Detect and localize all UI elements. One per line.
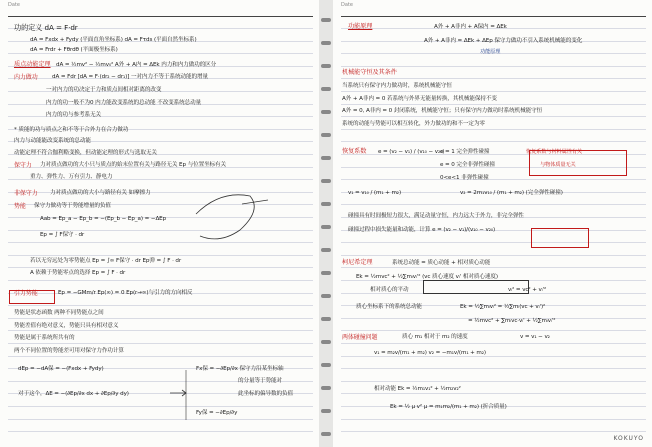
right-header-rule <box>341 16 646 17</box>
note-line: 内力的功一般不为0 内力能改变系统的总动能 不改变系统总动量 <box>46 99 202 106</box>
note-line: 力对质点做功的大小只与质点的始末位置有关与路径无关 Ep 与位置坐标有关 <box>40 161 227 168</box>
binding-ring <box>321 133 331 137</box>
binding-ring <box>321 18 331 22</box>
note-line: 两个不同位置的势能差可用对保守力作功计算 <box>14 347 124 354</box>
binding-ring <box>321 432 331 436</box>
right-page-header <box>333 0 652 12</box>
note-line: 系统的动能与势能可以相互转化，外力做功的和不一定为零 <box>342 120 485 127</box>
ruled-line <box>341 393 646 394</box>
ruled-line <box>341 381 646 382</box>
note-line: 与物体质量无关 <box>540 162 576 169</box>
note-line: 势能 <box>14 202 26 210</box>
note-line: 系统总动能 = 质心动能 + 相对质心动能 <box>392 259 491 266</box>
ruled-line <box>341 66 646 67</box>
binding-ring <box>321 340 331 344</box>
ruled-line <box>341 242 646 243</box>
note-line: Ek = ½ μ v² μ = m₁m₂/(m₁ + m₂) (折合质量) <box>390 403 507 410</box>
note-line: v₂ = 2m₁v₁₀ / (m₁ + m₂) (完全弹性碰撞) <box>460 189 563 196</box>
note-line: 质心 m₁ 相对于 m₂ 的速度 <box>402 333 468 340</box>
ruled-line <box>341 368 646 369</box>
ruled-line <box>341 179 646 180</box>
note-line: Ep = −GMm/r Ep(∞) = 0 Ep(r→∞)与引力的方向相反 <box>58 289 193 296</box>
note-line: 的分量等于势能对 <box>238 377 282 384</box>
note-line: 碰撞具有时间极短力很大，满足动量守恒，内力远大于外力，非完全弹性 <box>348 212 524 219</box>
note-line: 势能是属于系统所共有的 <box>14 334 75 341</box>
note-line: A外 + A非内 + A保内 = ΔEk <box>434 23 507 30</box>
note-line: 非保守力 <box>14 189 38 197</box>
note-line: 势能是状态函数 两种不同势能点之间 <box>14 309 104 316</box>
note-line: 引力势能 <box>14 289 38 297</box>
note-line: 碰撞过程中损失能量和动能，计算 e = (v₂ − v₁)/(v₁₀ − v₂₀) <box>348 226 496 233</box>
note-line: 动能定理不符合伽利略变换，但动能定理的形式与选取无关 <box>14 149 157 156</box>
note-line: 势能差值有绝对意义，势能只具有相对意义 <box>14 322 119 329</box>
binding-ring <box>321 87 331 91</box>
note-line: 0<e<1 非弹性碰撞 <box>440 174 489 181</box>
binding-ring <box>321 64 331 68</box>
note-line: Ek = ½∑mᵢvᵢ² = ½∑mᵢ(vc + vᵢ')² <box>460 303 546 310</box>
note-line: * 质能的功与质点之和不等于合外力在合力做功 <box>14 126 129 133</box>
note-line: 内力与动能能改变系统的总动能 <box>14 137 91 144</box>
ruled-line <box>341 330 646 331</box>
note-line: A 依赖于势能零点的选择 Ep = ∫ F · dr <box>30 269 126 276</box>
binding-ring <box>321 179 331 183</box>
note-line: 一对内力的功决定于力和质点间相对距离的改变 <box>46 86 162 93</box>
note-line: 此坐标的偏导数的负值 <box>238 390 293 397</box>
note-line: v₁ = m₂v/(m₁ + m₂) v₂ = −m₁v/(m₁ + m₂) <box>374 349 487 356</box>
note-line: Aab = Ep_a − Ep_b = −(Ep_b − Ep_a) = −ΔEp <box>40 215 167 222</box>
note-line: 恢复系数与材料属性有关 <box>526 149 582 156</box>
note-line: 机械能守恒及其条件 <box>342 69 397 77</box>
note-line: 两体碰撞问题 <box>342 333 378 341</box>
binding-ring <box>321 317 331 321</box>
note-line: 若以无穷远处为零势能点 Ep = ∫∞ F保守 · dr Ep弹 = ∫ F · dr <box>30 257 182 264</box>
note-line: dA = ½mv² − ½mv₀² A外 + A内 = ΔEk 内力和内力做功的区分 <box>56 61 217 68</box>
note-line: 恢复系数 <box>342 148 367 156</box>
note-line: 当系统只有保守内力做功时，系统机械能守恒 <box>342 82 452 89</box>
note-line: dA = Fdr [dA = F·(dr₂ − dr₁)] 一对内力不等于系统动能的增量 <box>52 73 208 80</box>
note-line: A外 + A非内 = ΔEk + ΔEp 保守力做功不引入系统机械能的变化 <box>424 37 583 44</box>
note-line: Ep = ∫ F保守 · dr <box>40 231 85 238</box>
note-line: Ek = ½mvc² + ½∑mᵢvᵢ'² (vc 质心速度 vᵢ' 相对质心速度) <box>356 273 498 280</box>
note-line: e = (v₂ − v₁) / (v₁₀ − v₂₀) <box>378 148 445 155</box>
ruled-line <box>341 78 646 79</box>
note-line: A外 + A非内 = 0 若系统与外界无能量转换，其机械能保持不变 <box>342 95 497 102</box>
note-line: dA = Fxdx + Fydy (平面直角坐标系) dA = Fτds (平面自然坐标系) <box>30 36 197 43</box>
note-line: 内力的功与参考系无关 <box>46 111 101 118</box>
ruled-line <box>341 129 646 130</box>
note-line: 对于这个，ΔE = −(∂Ep/∂x dx + ∂Ep/∂y dy) <box>18 390 129 397</box>
binding-ring <box>321 363 331 367</box>
right-date-label: Date <box>341 2 353 8</box>
ruled-line <box>341 141 646 142</box>
note-line: vᵢ² = vc² + vᵢ'² <box>508 286 547 293</box>
ruled-line <box>341 431 646 432</box>
kokuyo-logo: KOKUYO <box>613 435 644 442</box>
note-line: 质点动能定理 <box>14 61 51 69</box>
binding-ring <box>321 248 331 252</box>
note-line: Fy保 = −∂Ep/∂y <box>196 409 238 416</box>
note-line: 重力、弹性力、万有引力、静电力 <box>30 173 113 180</box>
note-line: dEp = −dA保 = −(Fxdx + Fydy) <box>18 365 104 372</box>
ruled-line <box>341 267 646 268</box>
right-notebook-page <box>333 0 652 447</box>
left-date-label: Date <box>8 2 20 8</box>
note-line: v₁ = v₁₀ / (m₁ + m₂) <box>348 189 402 196</box>
path-curve-sketch <box>196 195 254 239</box>
ruled-line <box>341 255 646 256</box>
note-line: 力对质点做功的大小与路径有关 如摩擦力 <box>50 189 151 196</box>
note-line: 质心坐标系下的系统总动能 <box>356 303 422 310</box>
force-arrow-sketch <box>242 200 268 204</box>
note-line: e = 0 完全非弹性碰撞 <box>440 161 495 168</box>
note-line: 功能原理 <box>480 49 501 56</box>
ruled-line <box>341 104 646 105</box>
note-line: Fx保 = −∂Ep/∂x 保守力沿某坐标轴 <box>196 365 284 372</box>
ruled-line <box>341 343 646 344</box>
note-line: 相对质心的平动 <box>370 286 409 293</box>
note-line: v = v₁ − v₂ <box>520 333 550 340</box>
binding-ring <box>321 271 331 275</box>
ruled-line <box>341 91 646 92</box>
ruled-line <box>341 204 646 205</box>
restitution-formula-box <box>531 228 589 248</box>
note-line: = ½mvc² + ∑mᵢvc·vᵢ' + ½∑mᵢvᵢ'² <box>468 317 556 324</box>
binding-ring <box>321 409 331 413</box>
note-line: A外 = 0, A非内 = 0 封闭系统，机械能守恒；只有保守内力做功时系统机械能守恒 <box>342 107 543 114</box>
note-line: 功能原理 <box>348 23 373 31</box>
note-line: 功的定义 dA = F·dr <box>14 22 78 32</box>
binding-ring <box>321 202 331 206</box>
note-line: e = 1 完全弹性碰撞 <box>440 148 490 155</box>
implies-arrow-sketch <box>170 390 186 396</box>
binding-ring <box>321 110 331 114</box>
note-line: 内力做功 <box>14 73 38 81</box>
note-line: 保守力 <box>14 161 32 169</box>
ruled-line <box>341 116 646 117</box>
note-line: 相对动能 Ek = ½m₁v₁² + ½m₂v₂² <box>374 385 461 392</box>
note-line: 柯尼希定理 <box>342 259 373 267</box>
binding-ring <box>321 225 331 229</box>
note-line: 保守力做功等于势能增量的负值 <box>34 202 111 209</box>
binding-ring <box>321 294 331 298</box>
left-page-sketches <box>0 0 319 447</box>
ruled-line <box>341 419 646 420</box>
binding-ring <box>321 386 331 390</box>
binding-ring <box>321 41 331 45</box>
left-notebook-page <box>0 0 319 447</box>
note-line: dA = Frdr + Fθrdθ (平面极坐标系) <box>30 46 118 53</box>
binding-ring <box>321 156 331 160</box>
